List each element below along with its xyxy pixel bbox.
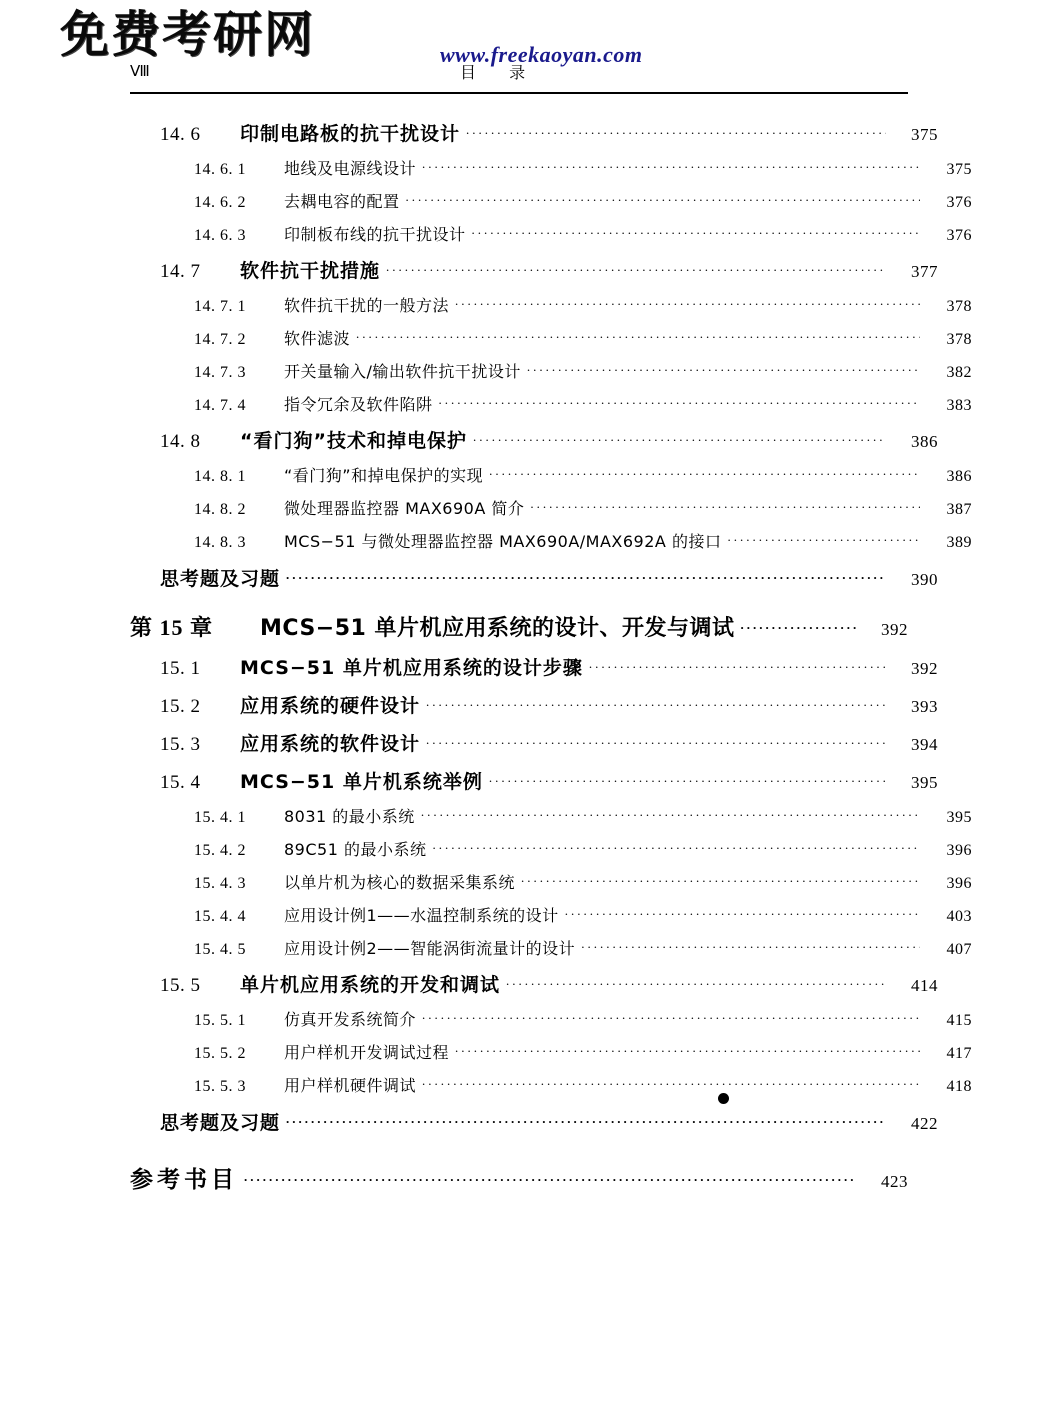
toc-entry-number: 14. 8. 3 [194,534,246,551]
toc-leader-dots [422,158,920,174]
toc-entry-title: 软件滤波 [284,329,351,348]
toc-leader-dots [727,531,920,547]
toc-entry-page: 390 [911,570,938,589]
toc-entry[interactable] [194,837,972,860]
toc-entry-title: 用户样机硬件调试 [284,1076,417,1095]
toc-entry[interactable] [194,392,972,415]
toc-leader-dots [589,655,886,674]
toc-entry-title: 应用系统的软件设计 [240,733,421,755]
toc-entry-number: 15. 5 [160,975,201,996]
toc-entry-page: 418 [946,1078,972,1095]
toc-leader-dots [426,731,886,750]
toc-entry-number: 14. 7. 1 [194,298,246,315]
toc-entry-title: 应用设计例2——智能涡街流量计的设计 [284,939,576,958]
toc-entry-page: 415 [946,1012,972,1029]
toc-leader-dots [406,191,920,207]
toc-entry[interactable] [130,611,908,642]
toc-entry-number: 15. 4. 3 [194,875,246,892]
toc-leader-dots [286,1110,886,1129]
toc-entry-number: 14. 6. 2 [194,194,246,211]
toc-entry-title: “看门狗”和掉电保护的实现 [284,466,484,485]
toc-entry-page: 422 [911,1114,938,1133]
toc-entry-page: 387 [946,501,972,518]
page-folio: Ⅷ [130,64,151,80]
toc-entry-number: 15. 4 [160,772,201,793]
toc-entry[interactable] [160,1108,938,1135]
toc-entry-title: “看门狗”技术和掉电保护 [240,430,467,452]
toc-entry-number: 14. 8. 2 [194,501,246,518]
toc-entry-page: 378 [946,331,972,348]
toc-entry-title: 印制板布线的抗干扰设计 [284,225,466,244]
running-head [130,58,905,92]
toc-entry-page: 389 [946,534,972,551]
toc-entry-page: 414 [911,976,938,995]
toc-entry-title: MCS−51 单片机应用系统的设计、开发与调试 [260,616,735,641]
toc-entry[interactable] [160,564,938,591]
toc-entry-page: 382 [946,364,972,381]
toc-entry-number: 第 15 章 [130,615,214,640]
toc-entry-title: 应用设计例1——水温控制系统的设计 [284,906,559,925]
toc-entry-title: 指令冗余及软件陷阱 [284,395,433,414]
toc-entry-page: 392 [881,620,908,639]
toc-entry-number: 14. 7. 2 [194,331,246,348]
toc-entry-title: MCS−51 单片机系统举例 [240,771,483,793]
toc-leader-dots [286,566,886,585]
toc-entry-page: 417 [946,1045,972,1062]
toc-entry-number: 15. 5. 2 [194,1045,246,1062]
toc-entry-page: 386 [946,468,972,485]
toc-leader-dots [472,224,920,240]
toc-leader-dots [422,1075,920,1091]
toc-entry-title: 软件抗干扰措施 [240,260,381,282]
toc-entry[interactable] [194,293,972,316]
toc-entry-title: 仿真开发系统简介 [284,1010,417,1029]
toc-entry[interactable] [194,463,972,486]
toc-entry[interactable] [194,1073,972,1096]
toc-entry[interactable] [160,729,938,756]
watermark-logo: 免费考研网 [60,6,316,63]
toc-entry-page: 386 [911,432,938,451]
toc-entry-page: 407 [946,941,972,958]
running-head-title: 目 录 [460,63,540,82]
toc-entry[interactable] [194,936,972,959]
toc-leader-dots [530,498,920,514]
toc-leader-dots [506,972,886,991]
toc-entry[interactable] [160,767,938,794]
toc-entry-number: 15. 1 [160,658,201,679]
toc-entry-number: 15. 5. 1 [194,1012,246,1029]
toc-entry-number: 15. 4. 4 [194,908,246,925]
toc-entry-number: 15. 3 [160,734,201,755]
toc-leader-dots [741,613,856,635]
toc-entry[interactable] [160,653,938,680]
toc-entry-number: 14. 8 [160,431,201,452]
toc-leader-dots [386,258,886,277]
toc-leader-dots [244,1164,856,1187]
toc-entry-page: 423 [881,1172,908,1191]
toc-leader-dots [527,361,920,377]
toc-entry-title: 应用系统的硬件设计 [240,695,421,717]
toc-entry-title: 以单片机为核心的数据采集系统 [284,873,516,892]
toc-entry-number: 14. 6. 3 [194,227,246,244]
toc-entry-number: 15. 4. 5 [194,941,246,958]
toc-entry[interactable] [194,189,972,212]
watermark-url: www.freekaoyan.com [440,42,643,67]
toc-entry-page: 396 [946,875,972,892]
toc-leader-dots [422,1009,920,1025]
toc-leader-dots [473,428,886,447]
toc-leader-dots [581,938,920,954]
table-of-contents [130,108,972,1194]
toc-entry-page: 375 [911,125,938,144]
toc-entry-page: 378 [946,298,972,315]
toc-entry-number: 14. 7. 4 [194,397,246,414]
toc-entry-number: 14. 8. 1 [194,468,246,485]
toc-entry-page: 376 [946,194,972,211]
toc-leader-dots [489,769,886,788]
page-dot-mark [718,1093,729,1104]
toc-entry[interactable] [160,426,938,453]
toc-entry-page: 395 [911,773,938,792]
toc-entry[interactable] [194,326,972,349]
toc-entry-page: 393 [911,697,938,716]
toc-entry-number: 15. 4. 1 [194,809,246,826]
toc-entry[interactable] [194,1007,972,1030]
toc-entry-number: 15. 2 [160,696,201,717]
toc-entry[interactable] [194,359,972,382]
toc-entry[interactable] [194,156,972,179]
toc-entry-number: 14. 7 [160,261,201,282]
toc-leader-dots [489,465,920,481]
toc-entry-title: 参考书目 [130,1167,238,1193]
toc-leader-dots [432,839,920,855]
toc-entry[interactable] [160,970,938,997]
toc-entry-page: 403 [946,908,972,925]
toc-entry-number: 15. 5. 3 [194,1078,246,1095]
toc-entry-title: 思考题及习题 [160,1112,281,1134]
toc-entry[interactable] [194,870,972,893]
toc-entry[interactable] [194,903,972,926]
toc-entry-number: 15. 4. 2 [194,842,246,859]
toc-entry-title: 印制电路板的抗干扰设计 [240,123,461,145]
toc-entry-number: 14. 6 [160,124,201,145]
toc-leader-dots [426,693,886,712]
toc-leader-dots [565,905,920,921]
toc-entry[interactable] [194,529,972,552]
toc-entry[interactable] [194,496,972,519]
toc-leader-dots [356,328,920,344]
toc-leader-dots [521,872,920,888]
toc-entry-page: 396 [946,842,972,859]
toc-entry[interactable] [160,256,938,283]
toc-entry-page: 392 [911,659,938,678]
toc-entry-title: 去耦电容的配置 [284,192,400,211]
toc-leader-dots [455,1042,920,1058]
toc-entry-number: 14. 7. 3 [194,364,246,381]
toc-entry-title: 89C51 的最小系统 [284,840,427,859]
toc-entry-page: 375 [946,161,972,178]
toc-leader-dots [466,121,886,140]
toc-entry-page: 376 [946,227,972,244]
toc-entry[interactable] [160,691,938,718]
toc-leader-dots [455,295,920,311]
toc-leader-dots [439,394,920,410]
toc-entry-page: 383 [946,397,972,414]
toc-entry-title: MCS−51 与微处理器监控器 MAX690A/MAX692A 的接口 [284,532,722,551]
toc-entry-title: MCS−51 单片机应用系统的设计步骤 [240,657,583,679]
toc-entry-title: 单片机应用系统的开发和调试 [240,974,501,996]
toc-entry-title: 软件抗干扰的一般方法 [284,296,450,315]
toc-entry[interactable] [130,1161,908,1194]
toc-entry-title: 开关量输入/输出软件抗干扰设计 [284,362,521,381]
toc-entry-page: 377 [911,262,938,281]
toc-entry-title: 微处理器监控器 MAX690A 简介 [284,499,525,518]
toc-entry-number: 14. 6. 1 [194,161,246,178]
toc-entry-title: 地线及电源线设计 [284,159,417,178]
toc-leader-dots [421,806,920,822]
toc-entry-title: 8031 的最小系统 [284,807,415,826]
toc-entry[interactable] [160,119,938,146]
header-rule [130,92,908,94]
toc-entry[interactable] [194,1040,972,1063]
toc-entry-title: 思考题及习题 [160,568,281,590]
toc-entry-title: 用户样机开发调试过程 [284,1043,450,1062]
toc-entry[interactable] [194,222,972,245]
toc-entry[interactable] [194,804,972,827]
toc-entry-page: 394 [911,735,938,754]
toc-entry-page: 395 [946,809,972,826]
